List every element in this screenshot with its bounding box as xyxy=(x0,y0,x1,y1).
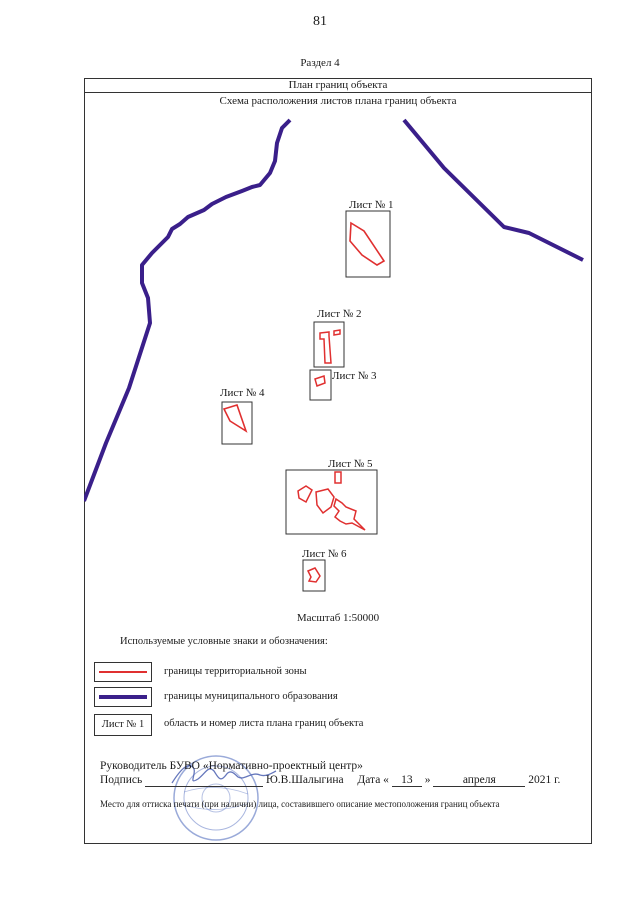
stamp-note: Место для оттиска печати (при наличии) лица, составившего описание местоположения границ объекта xyxy=(100,799,500,809)
date-label: Дата « xyxy=(357,774,389,786)
sheet-2-label: Лист № 2 xyxy=(317,308,362,320)
sheet-6-zone xyxy=(308,568,320,582)
date-day: 13 xyxy=(392,774,422,787)
scheme-title: Схема расположения листов плана границ объекта xyxy=(219,95,457,107)
legend-sheet-swatch: Лист № 1 xyxy=(94,714,152,736)
frame-title: План границ объекта xyxy=(84,78,592,93)
municipal-line-icon xyxy=(99,695,147,699)
sheet-3-zone xyxy=(315,376,325,386)
legend-zone-swatch xyxy=(94,662,152,682)
legend-municipal-text: границы муниципального образования xyxy=(164,691,338,702)
section-title: Раздел 4 xyxy=(300,57,340,69)
legend-zone-text: границы территориальной зоны xyxy=(164,666,307,677)
sheet-5-zone-d xyxy=(335,472,341,483)
sheet-4-label: Лист № 4 xyxy=(220,387,265,399)
sheet-5-label: Лист № 5 xyxy=(328,458,373,470)
sheet-1-label: Лист № 1 xyxy=(349,199,394,211)
sheet-5-zone-b xyxy=(316,489,334,513)
legend-sheet-text: область и номер листа плана границ объекта xyxy=(164,718,364,729)
signature-blank xyxy=(145,774,263,787)
municipal-boundary-left xyxy=(84,120,290,501)
sheet-2-zone-b xyxy=(334,330,340,335)
date-month: апреля xyxy=(433,774,525,787)
map-scale: Масштаб 1:50000 xyxy=(296,612,380,624)
legend-municipal-swatch xyxy=(94,687,152,707)
sheet-4-zone xyxy=(224,405,246,431)
page-number: 81 xyxy=(313,14,327,29)
sheet-6-area xyxy=(303,560,325,591)
sheet-5-zone-a xyxy=(298,486,312,502)
sheet-5-area xyxy=(286,470,377,534)
zone-line-icon xyxy=(99,671,147,673)
sheet-3-label: Лист № 3 xyxy=(332,370,377,382)
municipal-boundary-right xyxy=(404,120,583,260)
date-day-close: » xyxy=(424,774,431,786)
date-year: 2021 г. xyxy=(528,774,561,786)
sheet-5-zone-c xyxy=(334,499,365,530)
sheet-2-zone-a xyxy=(320,332,331,363)
signature-label: Подпись xyxy=(100,774,143,786)
legend-heading: Используемые условные знаки и обозначения: xyxy=(120,636,328,647)
head-position: Руководитель БУВО «Нормативно-проектный центр» xyxy=(100,760,363,772)
sheet-1-zone xyxy=(350,223,384,265)
sheet-6-label: Лист № 6 xyxy=(302,548,347,560)
sheet-layout-map xyxy=(84,93,592,593)
signature-line xyxy=(100,774,560,787)
signer-name: Ю.В.Шалыгина xyxy=(265,774,344,786)
